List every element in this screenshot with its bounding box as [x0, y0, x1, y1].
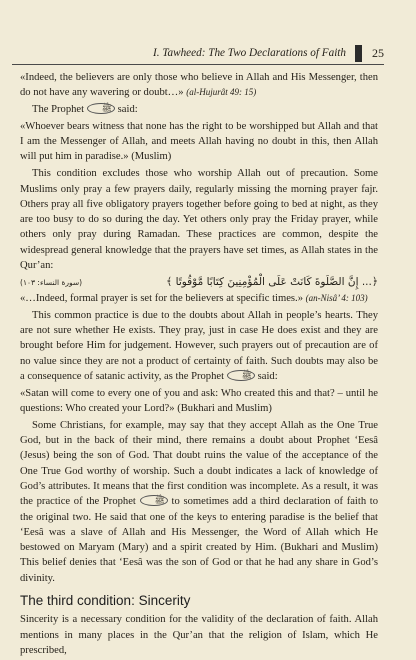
quote-text: «…Indeed, formal prayer is set for the believers at specific times.»: [20, 292, 303, 304]
prophet-tail: said:: [117, 104, 138, 116]
doubts-text: This common practice is due to the doubts about Allah in people’s hearts. They are not sure whether He exists. They pray, just in case He does exist and they are brought before Him for judgement. However, such prayers out of precaution are of no value since they are not a product of certainty of faith. Such doubts may also be a consequence of satanic activity, as the Prophet: [20, 309, 378, 382]
arabic-reference: (سورة النساء: ١٠٣): [20, 277, 83, 287]
paragraph-precaution: This condition excludes those who worship Allah out of precaution. Some Muslims only pray a few prayers daily, regularly missing the morning prayer fajr. Others pray all five obligatory prayers together before going to bed at night, as they are too busy to do so during the day. Yet others only pray the Friday prayer, while others only pray during Ramadan. These practices are common, despite the widespread general knowledge that the prayers have set times, as Allah states in the Qur’an:: [20, 168, 378, 272]
quote-text: «Indeed, the believers are only those who believe in Allah and His Messenger, then do not have any wavering or doubt…»: [20, 72, 378, 99]
quote-reference: (al-Hujurât 49: 15): [186, 87, 257, 98]
christians-text: Some Christians, for example, may say that they accept Allah as the One True God, but in the back of their mind, there remains a doubt about Prophet ‘Eesâ (Jesus) being the son of God. That doubt ruins the value of the acceptance of the One True God worthy of worship. Such a doubt indicates a lack of knowledge of God’s attributes. It means that the first condition was incomplete. As a result, it was the practice of the Prophet: [20, 419, 378, 508]
header-title: I. Tawheed: The Two Declarations of Faith: [153, 47, 346, 59]
salla-icon: ﷺ: [140, 495, 168, 506]
page-body: [20, 70, 378, 660]
christians-tail: to sometimes add a third declaration of faith to the original two. He said that one of the keys to entering paradise is the belief that ‘Eesâ was a slave of Allah and His Messenger, the Word of Allah which He bestowed on Maryam (Mary) and a spirit created by Him. (Bukhari and Muslim) This belief denies that ‘Eesâ was the son of God or that he had any share in God’s divinity.: [20, 496, 379, 584]
header-bar-decoration: [355, 45, 362, 62]
quran-quote-hujurat: [20, 70, 378, 101]
hadith-quote-muslim: «Whoever bears witness that none has the right to be worshipped but Allah and that I am the Messenger of Allah, and meets Allah having no doubt in this, then Allah will put him in paradise.» (Muslim): [20, 120, 378, 163]
header-rule: [12, 64, 384, 65]
arabic-verse: ﴿... إِنَّ الصَّلَوةَ كَانَتْ عَلَى الْمُؤْمِنِينَ كِتَابًا مَّوْقُوتًا ﴾: [166, 275, 378, 288]
page-number: 25: [372, 46, 384, 60]
paragraph-sincerity: Sincerity is a necessary condition for the validity of the declaration of faith. Allah mentions in many places in the Qur’an that the religion of Islam, which He prescribed,: [20, 614, 378, 656]
quran-quote-nisa: [20, 291, 378, 306]
salla-icon: ﷺ: [87, 103, 115, 114]
prophet-text: The Prophet: [32, 104, 85, 116]
running-header: [12, 44, 384, 66]
hadith-quote-satan: «Satan will come to every one of you and ask: Who created this and that? – until he questions: Who created your Lord?» (Bukhari and Muslim): [20, 387, 378, 414]
paragraph-doubts: [20, 308, 378, 384]
doubts-tail: said:: [257, 370, 278, 382]
paragraph-christians: [20, 418, 378, 586]
salla-icon: ﷺ: [227, 370, 255, 381]
paragraph-prophet-said: [20, 102, 378, 117]
quote-reference: (an-Nisâ’ 4: 103): [305, 292, 368, 303]
arabic-verse-line: [20, 275, 378, 291]
section-heading: The third condition: Sincerity: [20, 593, 191, 608]
